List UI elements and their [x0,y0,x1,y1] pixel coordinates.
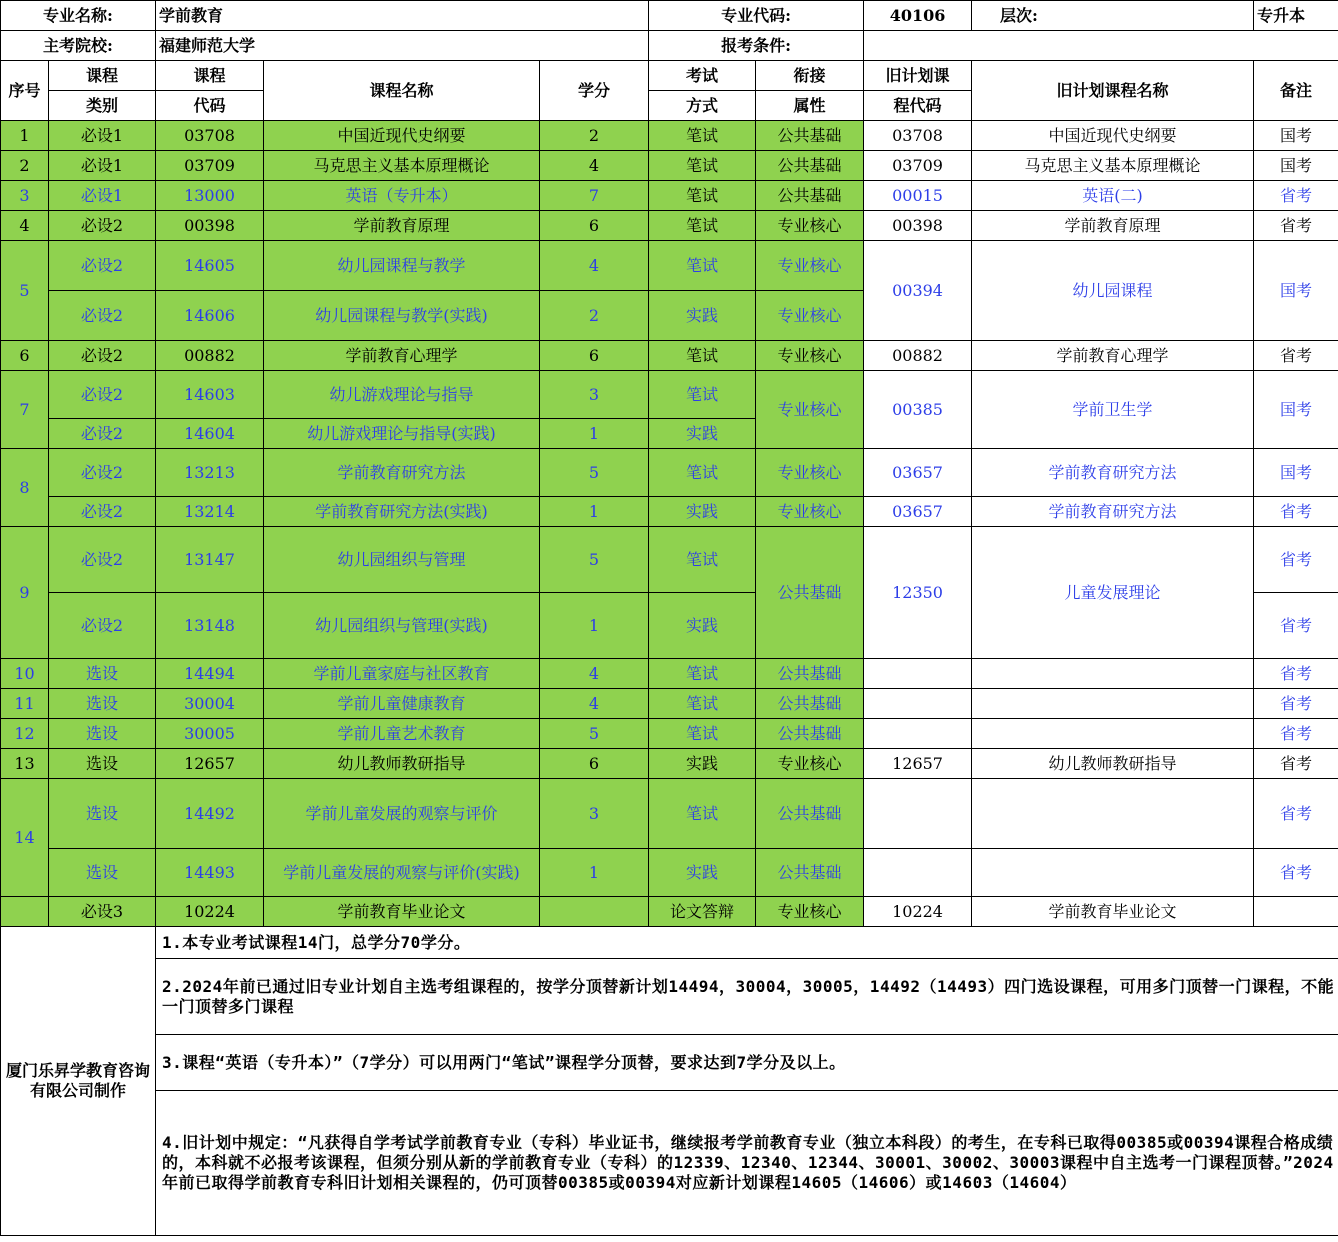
major-code: 40106 [864,1,972,31]
cell-link: 公共基础 [756,151,864,181]
cell-code: 10224 [156,897,264,927]
cell-cat: 选设 [49,849,156,897]
cell-exam: 笔试 [649,371,756,419]
cell-old-name: 马克思主义基本原理概论 [972,151,1254,181]
cell-exam: 实践 [649,849,756,897]
cell-old-code: 00882 [864,341,972,371]
cell-exam: 笔试 [649,719,756,749]
cell-exam: 实践 [649,749,756,779]
cell-remark: 省考 [1254,689,1338,719]
cell-old-name: 学前教育研究方法 [972,449,1254,497]
cell-remark: 省考 [1254,211,1338,241]
cell-cat: 选设 [49,779,156,849]
cell-cat: 选设 [49,659,156,689]
cell-name: 学前儿童艺术教育 [264,719,540,749]
cell-remark: 省考 [1254,497,1338,527]
table-row [1,371,1338,419]
cell-code: 14493 [156,849,264,897]
col-code-line1: 课程 [156,61,264,91]
col-exam-line1: 考试 [649,61,756,91]
cell-credit: 6 [540,749,649,779]
cell-seq: 10 [1,659,49,689]
cell-link: 公共基础 [756,689,864,719]
cell-seq: 5 [1,241,49,341]
cell-link: 专业核心 [756,497,864,527]
cell-code: 13147 [156,527,264,593]
cell-old-code: 10224 [864,897,972,927]
cell-old-code: 00015 [864,181,972,211]
cell-seq: 6 [1,341,49,371]
condition-value [864,31,1338,61]
cell-link: 专业核心 [756,897,864,927]
cell-name: 学前教育毕业论文 [264,897,540,927]
cell-seq: 1 [1,121,49,151]
cell-code: 30004 [156,689,264,719]
cell-credit: 4 [540,151,649,181]
cell-cat: 选设 [49,719,156,749]
cell-cat: 选设 [49,749,156,779]
cell-link: 公共基础 [756,779,864,849]
cell-name: 幼儿游戏理论与指导(实践) [264,419,540,449]
cell-remark: 省考 [1254,593,1338,659]
cell-cat: 必设2 [49,419,156,449]
cell-old-code: 12350 [864,527,972,659]
cell-old-code [864,689,972,719]
cell-name: 幼儿园组织与管理 [264,527,540,593]
level-value [1254,1,1338,31]
table-row [1,497,1338,527]
cell-link: 专业核心 [756,241,864,291]
cell-link: 专业核心 [756,291,864,341]
cell-name: 学前教育心理学 [264,341,540,371]
cell-credit: 4 [540,689,649,719]
table-row [1,897,1338,927]
cell-code: 30005 [156,719,264,749]
cell-seq: 8 [1,449,49,527]
note-1: 1.本专业考试课程14门，总学分70学分。 [156,927,1338,959]
level-label-text: 层次: [1000,5,1038,25]
cell-seq: 12 [1,719,49,749]
cell-code: 03708 [156,121,264,151]
col-credit: 学分 [540,61,649,121]
table-row [1,241,1338,291]
table-row [1,151,1338,181]
cell-remark: 国考 [1254,121,1338,151]
note-3: 3.课程“英语（专升本）”（7学分）可以用两门“笔试”课程学分顶替，要求达到7学分及以上。 [156,1035,1338,1091]
col-old-code-line1: 旧计划课 [864,61,972,91]
cell-seq: 13 [1,749,49,779]
cell-exam: 实践 [649,497,756,527]
col-code-line2: 代码 [156,91,264,121]
col-old-code-line2: 程代码 [864,91,972,121]
cell-old-code: 00385 [864,371,972,449]
cell-cat: 必设2 [49,497,156,527]
cell-name: 中国近现代史纲要 [264,121,540,151]
cell-remark: 省考 [1254,849,1338,897]
table-row [1,719,1338,749]
cell-seq: 3 [1,181,49,211]
cell-credit: 1 [540,497,649,527]
table-row [1,749,1338,779]
major-name: 学前教育 [156,1,649,31]
cell-exam: 笔试 [649,181,756,211]
cell-remark: 省考 [1254,341,1338,371]
cell-exam: 笔试 [649,241,756,291]
cell-old-code: 00394 [864,241,972,341]
cell-seq [1,897,49,927]
cell-credit: 2 [540,121,649,151]
cell-old-code [864,849,972,897]
cell-credit: 5 [540,719,649,749]
cell-code: 14603 [156,371,264,419]
cell-remark: 省考 [1254,527,1338,593]
cell-credit: 4 [540,659,649,689]
cell-code: 13213 [156,449,264,497]
cell-exam: 笔试 [649,659,756,689]
school-name: 福建师范大学 [156,31,649,61]
cell-remark: 省考 [1254,659,1338,689]
cell-name: 幼儿园组织与管理(实践) [264,593,540,659]
cell-name: 幼儿园课程与教学 [264,241,540,291]
cell-link: 公共基础 [756,849,864,897]
col-name: 课程名称 [264,61,540,121]
cell-exam: 笔试 [649,151,756,181]
cell-old-name: 英语(二) [972,181,1254,211]
cell-name: 学前儿童发展的观察与评价 [264,779,540,849]
cell-old-name: 学前卫生学 [972,371,1254,449]
cell-old-name: 儿童发展理论 [972,527,1254,659]
cell-link: 专业核心 [756,211,864,241]
cell-exam: 笔试 [649,121,756,151]
cell-remark: 省考 [1254,749,1338,779]
cell-code: 14606 [156,291,264,341]
cell-old-code: 03657 [864,449,972,497]
cell-credit: 3 [540,779,649,849]
cell-old-code [864,659,972,689]
cell-credit: 5 [540,449,649,497]
cell-code: 14492 [156,779,264,849]
cell-seq: 4 [1,211,49,241]
cell-credit: 6 [540,341,649,371]
condition-label: 报考条件: [649,31,864,61]
cell-old-code: 12657 [864,749,972,779]
table-row [1,689,1338,719]
cell-old-code: 03708 [864,121,972,151]
cell-cat: 必设2 [49,527,156,593]
cell-old-name [972,689,1254,719]
cell-old-name [972,849,1254,897]
cell-cat: 必设2 [49,241,156,291]
cell-name: 马克思主义基本原理概论 [264,151,540,181]
school-label: 主考院校: [1,31,156,61]
cell-cat: 必设2 [49,593,156,659]
note-4: 4.旧计划中规定：“凡获得自学考试学前教育专业（专科）毕业证书，继续报考学前教育专业（独立本科段）的考生，在专科已取得00385或00394课程合格成绩的，本科就不必报考该课程，但须分别从新的学前教育专业（专科）的12339、12340、12344、30001、30002、30003课程中自主选考一门课程顶替。”2024年前已取得学前教育专科旧计划相关课程的，仍可顶替00385或00394对应新计划课程14605（14606）或14603（14604） [156,1091,1338,1236]
cell-code: 00398 [156,211,264,241]
cell-old-name: 中国近现代史纲要 [972,121,1254,151]
cell-cat: 必设2 [49,341,156,371]
level-text: 专升本 [1257,5,1306,25]
cell-cat: 必设2 [49,211,156,241]
cell-exam: 笔试 [649,779,756,849]
cell-remark: 省考 [1254,181,1338,211]
cell-old-name: 幼儿教师教研指导 [972,749,1254,779]
cell-credit: 7 [540,181,649,211]
cell-cat: 必设2 [49,371,156,419]
cell-old-name: 学前教育毕业论文 [972,897,1254,927]
cell-cat: 必设1 [49,181,156,211]
cell-old-name: 学前教育研究方法 [972,497,1254,527]
cell-credit: 1 [540,849,649,897]
cell-credit: 1 [540,593,649,659]
cell-link: 公共基础 [756,719,864,749]
cell-old-name: 学前教育心理学 [972,341,1254,371]
cell-exam: 实践 [649,419,756,449]
cell-remark: 国考 [1254,151,1338,181]
cell-name: 幼儿教师教研指导 [264,749,540,779]
cell-exam: 笔试 [649,449,756,497]
col-link-line1: 衔接 [756,61,864,91]
cell-exam: 笔试 [649,689,756,719]
cell-old-name [972,779,1254,849]
major-name-label: 专业名称: [1,1,156,31]
cell-link: 专业核心 [756,341,864,371]
cell-credit: 5 [540,527,649,593]
cell-code: 13148 [156,593,264,659]
cell-link: 公共基础 [756,527,864,659]
cell-old-name: 幼儿园课程 [972,241,1254,341]
cell-seq: 2 [1,151,49,181]
cell-code: 00882 [156,341,264,371]
cell-code: 14604 [156,419,264,449]
cell-code: 14494 [156,659,264,689]
col-old-name: 旧计划课程名称 [972,61,1254,121]
col-remark: 备注 [1254,61,1338,121]
cell-remark: 国考 [1254,449,1338,497]
col-seq: 序号 [1,61,49,121]
table-row [1,849,1338,897]
cell-old-name [972,719,1254,749]
cell-exam: 实践 [649,291,756,341]
cell-credit: 3 [540,371,649,419]
cell-link: 专业核心 [756,449,864,497]
cell-seq: 11 [1,689,49,719]
col-cat-line2: 类别 [49,91,156,121]
cell-cat: 必设1 [49,121,156,151]
cell-cat: 必设1 [49,151,156,181]
cell-cat: 必设2 [49,449,156,497]
table-row [1,659,1338,689]
cell-name: 学前教育研究方法(实践) [264,497,540,527]
cell-code: 14605 [156,241,264,291]
table-row [1,341,1338,371]
table-row [1,779,1338,849]
cell-remark: 国考 [1254,241,1338,341]
cell-code: 03709 [156,151,264,181]
major-code-label: 专业代码: [649,1,864,31]
cell-old-name [972,659,1254,689]
cell-name: 幼儿园课程与教学(实践) [264,291,540,341]
table-row [1,121,1338,151]
cell-old-name: 学前教育原理 [972,211,1254,241]
cell-name: 学前教育研究方法 [264,449,540,497]
cell-old-code: 03657 [864,497,972,527]
cell-name: 学前儿童健康教育 [264,689,540,719]
cell-exam: 笔试 [649,341,756,371]
cell-seq: 14 [1,779,49,897]
cell-exam: 笔试 [649,211,756,241]
cell-cat: 选设 [49,689,156,719]
cell-code: 12657 [156,749,264,779]
cell-old-code: 03709 [864,151,972,181]
cell-seq: 9 [1,527,49,659]
cell-name: 学前儿童家庭与社区教育 [264,659,540,689]
cell-remark: 省考 [1254,779,1338,849]
cell-link: 公共基础 [756,121,864,151]
cell-credit: 1 [540,419,649,449]
table-row [1,449,1338,497]
level-label [972,1,1254,31]
cell-remark: 国考 [1254,371,1338,449]
cell-exam: 笔试 [649,527,756,593]
cell-credit: 6 [540,211,649,241]
table-row [1,181,1338,211]
col-cat-line1: 课程 [49,61,156,91]
cell-name: 幼儿游戏理论与指导 [264,371,540,419]
cell-remark: 省考 [1254,719,1338,749]
note-2: 2.2024年前已通过旧专业计划自主选考组课程的，按学分顶替新计划14494，30004，30005，14492（14493）四门选设课程，可用多门顶替一门课程，不能一门顶替多门课程 [156,959,1338,1035]
cell-cat: 必设3 [49,897,156,927]
table-row [1,211,1338,241]
col-exam-line2: 方式 [649,91,756,121]
maker-credit: 厦门乐昇学教育咨询有限公司制作 [1,927,156,1236]
cell-exam: 论文答辩 [649,897,756,927]
cell-credit: 4 [540,241,649,291]
cell-seq: 7 [1,371,49,449]
cell-code: 13214 [156,497,264,527]
cell-name: 学前教育原理 [264,211,540,241]
cell-name: 英语（专升本） [264,181,540,211]
cell-link: 公共基础 [756,181,864,211]
cell-old-code [864,779,972,849]
cell-cat: 必设2 [49,291,156,341]
col-link-line2: 属性 [756,91,864,121]
cell-remark [1254,897,1338,927]
cell-credit [540,897,649,927]
cell-code: 13000 [156,181,264,211]
cell-exam: 实践 [649,593,756,659]
cell-link: 专业核心 [756,371,864,449]
cell-link: 专业核心 [756,749,864,779]
cell-credit: 2 [540,291,649,341]
table-row [1,527,1338,593]
cell-old-code: 00398 [864,211,972,241]
cell-link: 公共基础 [756,659,864,689]
cell-old-code [864,719,972,749]
cell-name: 学前儿童发展的观察与评价(实践) [264,849,540,897]
